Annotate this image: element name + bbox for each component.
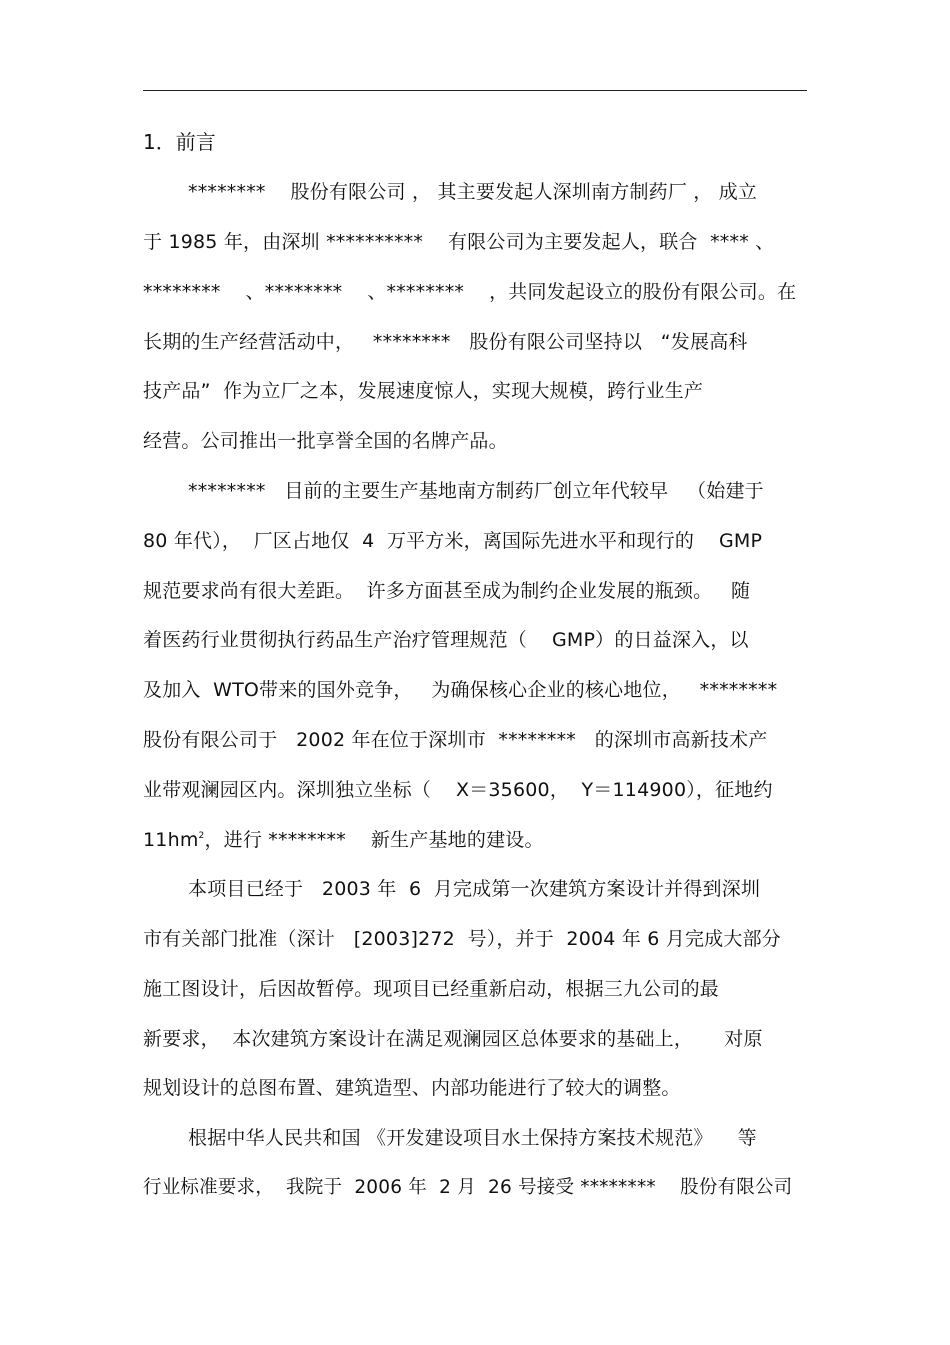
paragraph-line-area bbox=[143, 826, 807, 854]
paragraph-line: 于 1985 年，由深圳 ********** 有限公司为主要发起人，联合 **** 、 bbox=[143, 231, 775, 253]
paragraph-line: 本项目已经于 2003 年 6 月完成第一次建筑方案设计并得到深圳 bbox=[188, 878, 761, 900]
paragraph-line: 行业标准要求， 我院于 2006 年 2 月 26 号接受 ******** 股份有限公司 bbox=[143, 1177, 793, 1198]
area-value: 11hm bbox=[143, 829, 199, 851]
superscript-two: 2 bbox=[198, 831, 205, 841]
paragraph-line: ******** 、******** 、******** ，共同发起设立的股份有限公司。在 bbox=[143, 281, 797, 303]
paragraph-line: 业带观澜园区内。深圳独立坐标（ X＝35600， Y＝114900），征地约 bbox=[143, 779, 773, 801]
paragraph-line: 规范要求尚有很大差距。 许多方面甚至成为制约企业发展的瓶颈。 随 bbox=[143, 580, 751, 602]
paragraph-line: 长期的生产经营活动中， ******** 股份有限公司坚持以 “发展高科 bbox=[143, 331, 748, 353]
paragraph-line: ******** 股份有限公司 ， 其主要发起人深圳南方制药厂 ， 成立 bbox=[188, 181, 758, 203]
paragraph-line: 80 年代）， 厂区占地仅 4 万平方米，离国际先进水平和现行的 GMP bbox=[143, 530, 763, 552]
paragraph-line: 规划设计的总图布置、建筑造型、内部功能进行了较大的调整。 bbox=[143, 1077, 681, 1099]
paragraph-line: 及加入 WTO带来的国外竞争， 为确保核心企业的核心地位， ******** bbox=[143, 679, 778, 701]
paragraph-line: ******** 目前的主要生产基地南方制药厂创立年代较早 （始建于 bbox=[188, 480, 764, 502]
paragraph-line: 股份有限公司于 2002 年在位于深圳市 ******** 的深圳市高新技术产 bbox=[143, 729, 768, 751]
paragraph-line: 经营。公司推出一批享誉全国的名牌产品。 bbox=[143, 430, 508, 452]
paragraph-line: 着医药行业贯彻执行药品生产治疗管理规范（ GMP）的日益深入，以 bbox=[143, 629, 749, 651]
paragraph-line: 新要求， 本次建筑方案设计在满足观澜园区总体要求的基础上， 对原 bbox=[143, 1028, 763, 1050]
paragraph-line: 根据中华人民共和国 《开发建设项目水土保持方案技术规范》 等 bbox=[188, 1127, 757, 1149]
header-rule bbox=[143, 90, 807, 91]
paragraph-line: 施工图设计，后因故暂停。现项目已经重新启动，根据三九公司的最 bbox=[143, 978, 720, 1000]
paragraph-line: 市有关部门批准（深计 [2003]272 号），并于 2004 年 6 月完成大部分 bbox=[143, 928, 781, 950]
area-continuation: ，进行 ******** 新生产基地的建设。 bbox=[204, 829, 544, 851]
paragraph-line: 技产品” 作为立厂之本，发展速度惊人，实现大规模，跨行业生产 bbox=[143, 380, 704, 402]
section-heading: 1．前言 bbox=[143, 130, 216, 154]
